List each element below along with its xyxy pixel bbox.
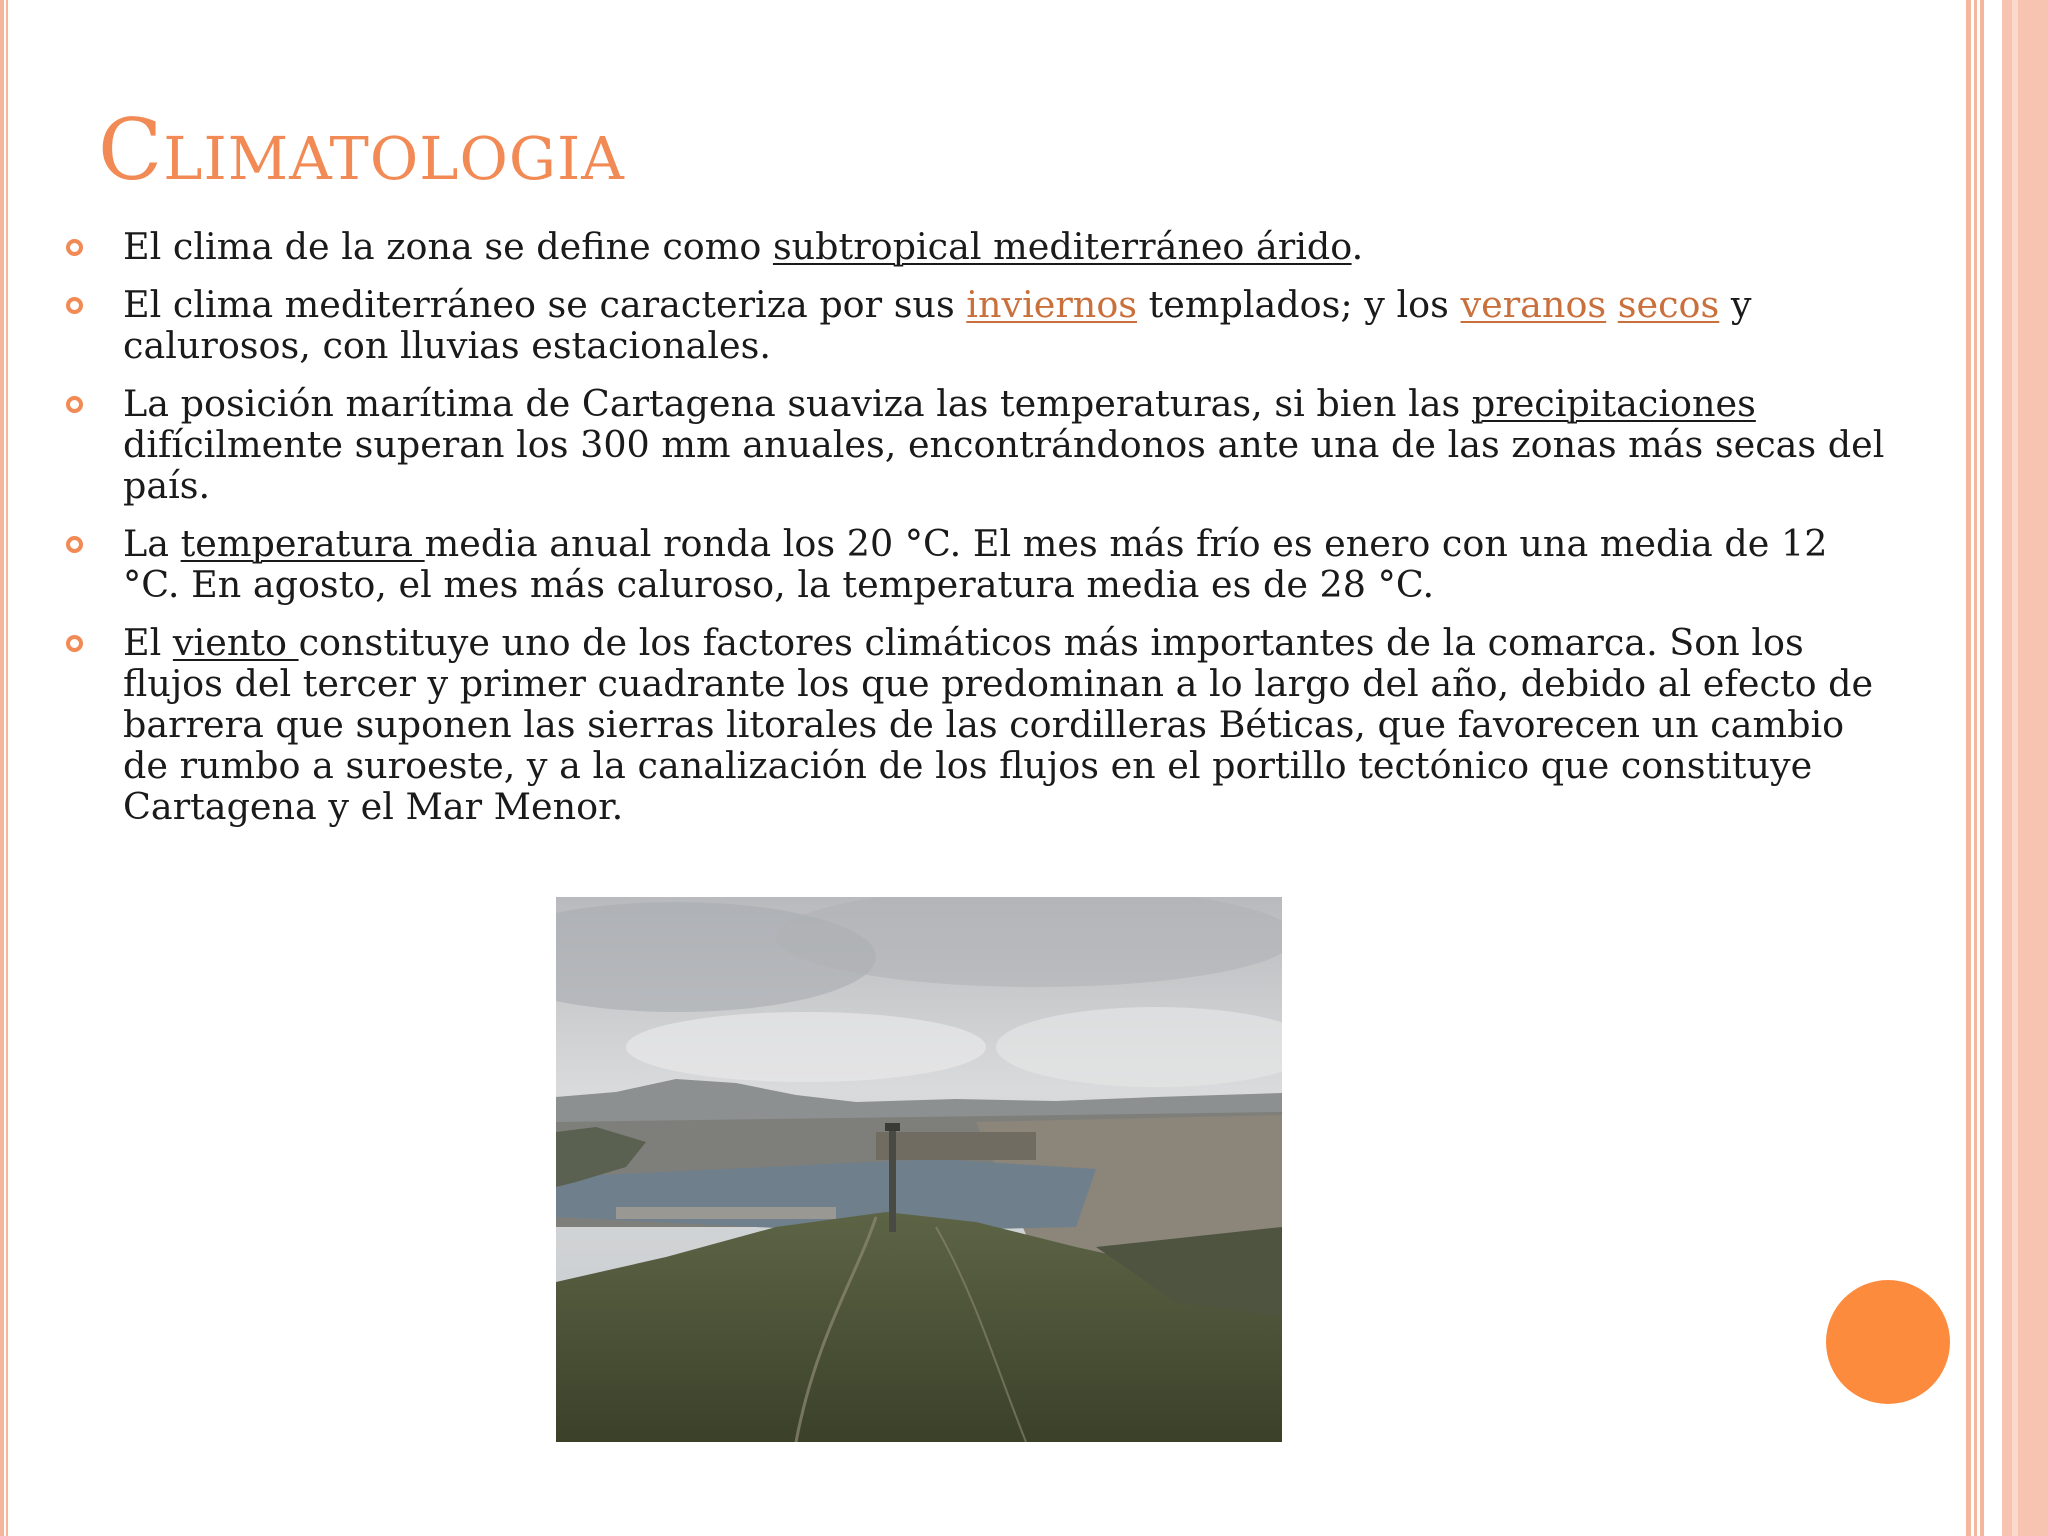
underlined-term: viento — [172, 621, 299, 664]
landscape-photo — [556, 897, 1282, 1442]
bullet-text: El clima de la zona se define como — [123, 225, 773, 268]
hollow-circle-bullet-icon — [66, 635, 83, 652]
bullet-item — [60, 383, 1890, 506]
bullet-item — [60, 284, 1890, 366]
hollow-circle-bullet-icon — [66, 239, 83, 256]
bullet-text: y calurosos, con lluvias estacionales. — [123, 283, 1752, 367]
hyperlink[interactable]: inviernos — [966, 283, 1138, 326]
underlined-term: subtropical mediterráneo árido — [772, 225, 1352, 268]
underlined-term: precipitaciones — [1471, 382, 1756, 425]
bullet-list — [60, 226, 1890, 844]
hyperlink[interactable]: secos — [1617, 283, 1720, 326]
bullet-text: constituye uno de los factores climáticos más importantes de la comarca. Son los flujos del tercer y primer cuadrante los que predominan a lo largo del año, debido al efecto de barrera que suponen las sierras litorales de las cordilleras Béticas, que favorecen un cambio de rumbo a suroeste, y a la canalización de los flujos en el portillo tectónico que constituye Cartagena y el Mar Menor. — [123, 621, 1874, 828]
bullet-text: difícilmente superan los 300 mm anuales, encontrándonos ante una de las zonas más secas del país. — [123, 423, 1885, 507]
hyperlink[interactable]: veranos — [1460, 283, 1607, 326]
hollow-circle-bullet-icon — [66, 536, 83, 553]
bullet-text: . — [1351, 225, 1364, 268]
slide-border-right — [1966, 0, 2048, 1536]
hollow-circle-bullet-icon — [66, 297, 83, 314]
bullet-text: templados; y los — [1137, 283, 1461, 326]
orange-circle — [1826, 1280, 1950, 1404]
bullet-text: La posición marítima de Cartagena suaviza las temperaturas, si bien las — [123, 382, 1472, 425]
bullet-text: La — [123, 522, 181, 565]
underlined-term: temperatura — [180, 522, 425, 565]
slide-border-left — [0, 0, 14, 1536]
bullet-text: media anual ronda los 20 °C. El mes más frío es enero con una media de 12 °C. En agosto, el mes más caluroso, la temperatura media es de 28 °C. — [123, 522, 1828, 606]
slide-title: Climatologia — [98, 101, 625, 199]
bullet-item — [60, 523, 1890, 605]
bullet-text: El — [123, 621, 173, 664]
bullet-item — [60, 622, 1890, 827]
bullet-text — [1606, 283, 1618, 326]
hollow-circle-bullet-icon — [66, 396, 83, 413]
bullet-text: El clima mediterráneo se caracteriza por sus — [123, 283, 967, 326]
bullet-item — [60, 226, 1890, 267]
